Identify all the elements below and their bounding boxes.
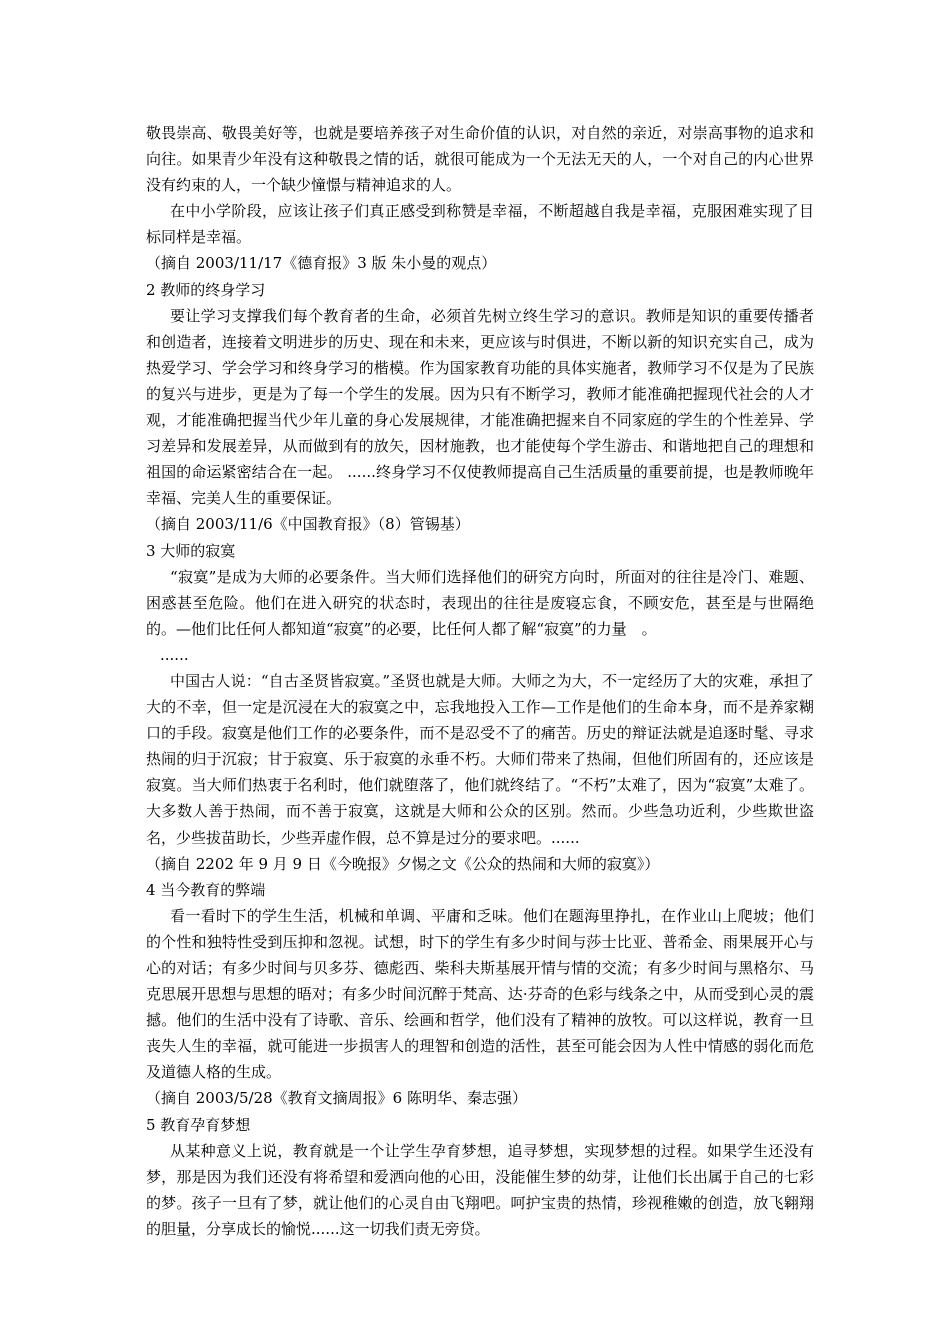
source-citation-1: （摘自 2003/11/17《德育报》3 版 朱小曼的观点） xyxy=(146,254,497,273)
paragraph-happiness: 在中小学阶段，应该让孩子们真正感受到称赞是幸福，不断超越自我是幸福，克服困难实现了目标同样是幸福。 xyxy=(146,202,814,247)
paragraph-awe: 敬畏崇高、敬畏美好等，也就是要培养孩子对生命价值的认识，对自然的亲近，对崇高事物的追求和向往。如果青少年没有这种敬畏之情的话，就很可能成为一个无法无天的人，一个对自己的内心世界没有约束的人，一个缺少憧憬与精神追求的人。 xyxy=(146,124,814,195)
section-heading-5: 5 教育孕育梦想 xyxy=(146,1115,251,1134)
ellipsis-line: ...... xyxy=(160,645,189,664)
section-heading-3: 3 大师的寂寞 xyxy=(146,541,236,560)
paragraph-dreams: 从某种意义上说，教育就是一个让学生孕育梦想，追寻梦想，实现梦想的过程。如果学生还没有梦，那是因为我们还没有将希望和爱洒向他的心田，没能催生梦的幼芽，让他们长出属于自己的七彩的梦。孩子一旦有了梦，就让他们的心灵自由飞翔吧。呵护宝贵的热情，珍视稚嫩的创造，放飞翱翔的胆量，分享成长的愉悦......这一切我们责无旁贷。 xyxy=(146,1141,814,1238)
document-page xyxy=(146,120,814,1242)
source-citation-2: （摘自 2003/11/6《中国教育报》（8）管锡基） xyxy=(146,515,470,534)
source-citation-3: （摘自 2202 年 9 月 9 日《今晚报》夕惕之文《公众的热闹和大师的寂寞》） xyxy=(146,854,660,873)
paragraph-solitude-1: “寂寞”是成为大师的必要条件。当大师们选择他们的研究方向时，所面对的往往是冷门、难题、困惑甚至危险。他们在进入研究的状态时，表现出的往往是废寝忘食，不顾安危，甚至是与世隔绝的。—他们比任何人都知道“寂寞”的必要，比任何人都了解“寂寞”的力量 。 xyxy=(146,567,814,638)
source-citation-4: （摘自 2003/5/28《教育文摘周报》6 陈明华、秦志强） xyxy=(146,1089,527,1108)
section-heading-4: 4 当今教育的弊端 xyxy=(146,880,266,899)
paragraph-lifelong-learning: 要让学习支撑我们每个教育者的生命，必须首先树立终生学习的意识。教师是知识的重要传播者和创造者，连接着文明进步的历史、现在和未来，更应该与时俱进，不断以新的知识充实自己，成为热爱学习、学会学习和终身学习的楷模。作为国家教育功能的具体实施者，教师学习不仅是为了民族的复兴与进步，更是为了每一个学生的发展。因为只有不断学习，教师才能准确把握现代社会的人才观，才能准确把握当代少年儿童的身心发展规律，才能准确把握来自不同家庭的学生的个性差异、学习差异和发展差异，从而做到有的放矢，因材施教，也才能使每个学生游击、和谐地把自己的理想和祖国的命运紧密结合在一起。 ......终身学习不仅使教师提高自己生活质量的重要前提，也是教师晚年幸福、完美人生的重要保证。 xyxy=(146,306,814,508)
section-heading-2: 2 教师的终身学习 xyxy=(146,280,266,299)
paragraph-education-drawbacks: 看一看时下的学生生活，机械和单调、平庸和乏味。他们在题海里挣扎，在作业山上爬坡；他们的个性和独特性受到压抑和忽视。试想，时下的学生有多少时间与莎士比亚、普希金、雨果展开心与心的对话；有多少时间与贝多芬、德彪西、柴科夫斯基展开情与情的交流；有多少时间与黑格尔、马克思展开思想与思想的晤对；有多少时间沉醉于梵高、达·芬奇的色彩与线条之中，从而受到心灵的震撼。他们的生活中没有了诗歌、音乐、绘画和哲学，他们没有了精神的放牧。可以这样说，教育一旦丧失人生的幸福，就可能进一步损害人的理智和创造的活性，甚至可能会因为人性中情感的弱化而危及道德人格的生成。 xyxy=(146,906,814,1082)
paragraph-solitude-2: 中国古人说：“自古圣贤皆寂寞。”圣贤也就是大师。大师之为大，不一定经历了大的灾难，承担了大的不幸，但一定是沉浸在大的寂寞之中，忘我地投入工作—工作是他们的生命本身，而不是养家糊口的手段。寂寞是他们工作的必要条件，而不是忍受不了的痛苦。历史的辩证法就是追逐时髦、寻求热闹的归于沉寂；甘于寂寞、乐于寂寞的永垂不朽。大师们带来了热闹，但他们所固有的，还应该是寂寞。当大师们热衷于名利时，他们就堕落了，他们就终结了。“不朽”太难了，因为“寂寞”太难了。大多数人善于热闹，而不善于寂寞，这就是大师和公众的区别。然而。少些急功近利，少些欺世盗名，少些拔苗助长，少些弄虚作假，总不算是过分的要求吧。...... xyxy=(146,671,814,847)
